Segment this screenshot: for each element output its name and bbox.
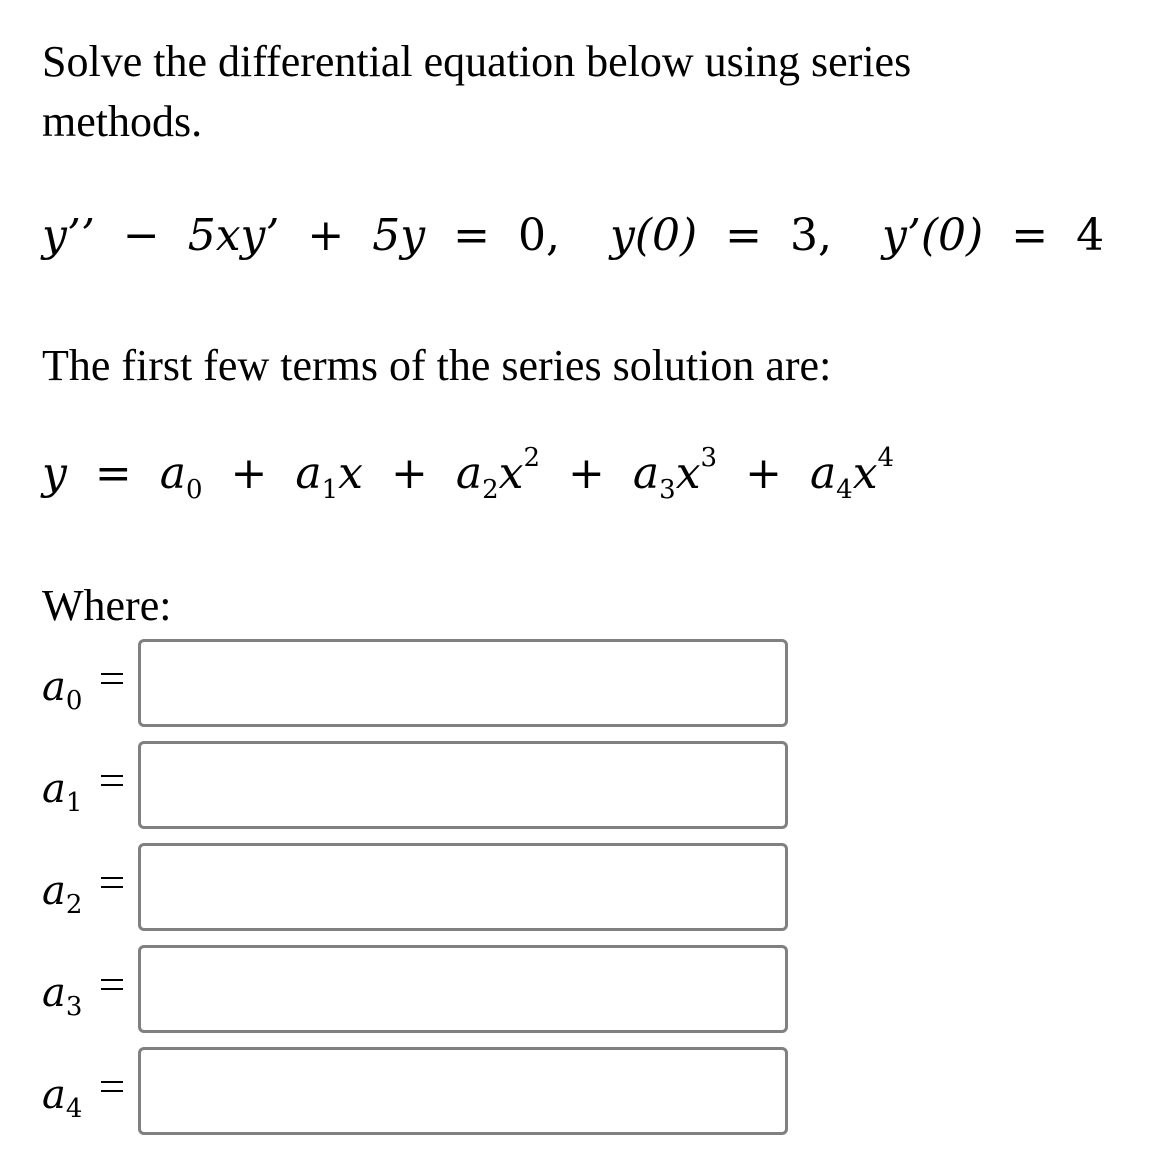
coefficient-row-a0 [0, 639, 1170, 735]
series-intro-text: The first few terms of the series solution are: [42, 341, 832, 390]
problem-prompt-line-1: Solve the differential equation below using series [42, 37, 912, 86]
answer-input-a1[interactable] [138, 741, 788, 829]
plus-sign: + [230, 448, 268, 499]
coefficient-label-a1: $a_1$ [42, 766, 83, 818]
answer-input-a3[interactable] [138, 945, 788, 1033]
coefficient-label-a0: $a_0$ [42, 664, 83, 716]
rhs-zero: 0, [517, 210, 560, 261]
plus-sign: + [391, 448, 428, 499]
equals-sign: = [94, 448, 132, 499]
y-double-prime: y’’ [42, 210, 95, 261]
x-var: x [852, 448, 878, 499]
coef-a4: a [809, 448, 837, 499]
coefficient-label-a3: $a_3$ [42, 970, 83, 1022]
initial-value-y: 3, [790, 210, 833, 261]
x-var: x [338, 448, 363, 499]
power-2: 2 [523, 443, 541, 474]
x-var: x [675, 448, 701, 499]
coef-a0-sub: 0 [185, 474, 203, 505]
initial-condition-y: y(0) [609, 210, 698, 261]
coefficient-row-a1 [0, 741, 1170, 837]
coef-a0: a [159, 448, 186, 499]
answer-input-a4[interactable] [138, 1047, 788, 1135]
coef-a1-sub: 1 [321, 474, 339, 505]
equals-sign [101, 775, 123, 787]
coefficient-label-a4: $a_4$ [42, 1072, 83, 1124]
coefficient-row-a2 [0, 843, 1170, 939]
minus-sign: − [122, 210, 160, 261]
equals-sign [101, 979, 123, 991]
coefficient-label-a2: $a_2$ [42, 868, 83, 920]
problem-prompt-line-2: methods. [42, 97, 203, 146]
coef-a2: a [455, 448, 483, 499]
coef-a3: a [632, 448, 660, 499]
series-expansion [42, 443, 895, 505]
plus-sign: + [568, 448, 605, 499]
coef-a3-sub: 3 [659, 474, 676, 505]
coefficient-row-a3 [0, 945, 1170, 1041]
where-label: Where: [42, 581, 172, 630]
series-lhs: y [42, 448, 67, 499]
coef-a2-sub: 2 [482, 474, 499, 505]
x-var: x [498, 448, 524, 499]
term-5y: 5y [372, 210, 426, 261]
power-3: 3 [700, 443, 718, 474]
equals-sign: = [1011, 210, 1049, 261]
answer-input-a2[interactable] [138, 843, 788, 931]
differential-equation [42, 210, 1104, 261]
equals-sign [101, 1081, 123, 1093]
coefficient-row-a4 [0, 1047, 1170, 1143]
plus-sign: + [745, 448, 782, 499]
initial-condition-y-prime: y’(0) [882, 210, 984, 261]
coef-a1: a [295, 448, 322, 499]
power-4: 4 [877, 443, 895, 474]
equals-sign: = [453, 210, 490, 261]
equals-sign: = [725, 210, 763, 261]
plus-sign: + [307, 210, 345, 261]
initial-value-y-prime: 4 [1076, 210, 1105, 261]
answer-input-a0[interactable] [138, 639, 788, 727]
term-5xy-prime: 5xy’ [187, 210, 280, 261]
equals-sign [101, 673, 123, 685]
equals-sign [101, 877, 123, 889]
coef-a4-sub: 4 [836, 474, 853, 505]
